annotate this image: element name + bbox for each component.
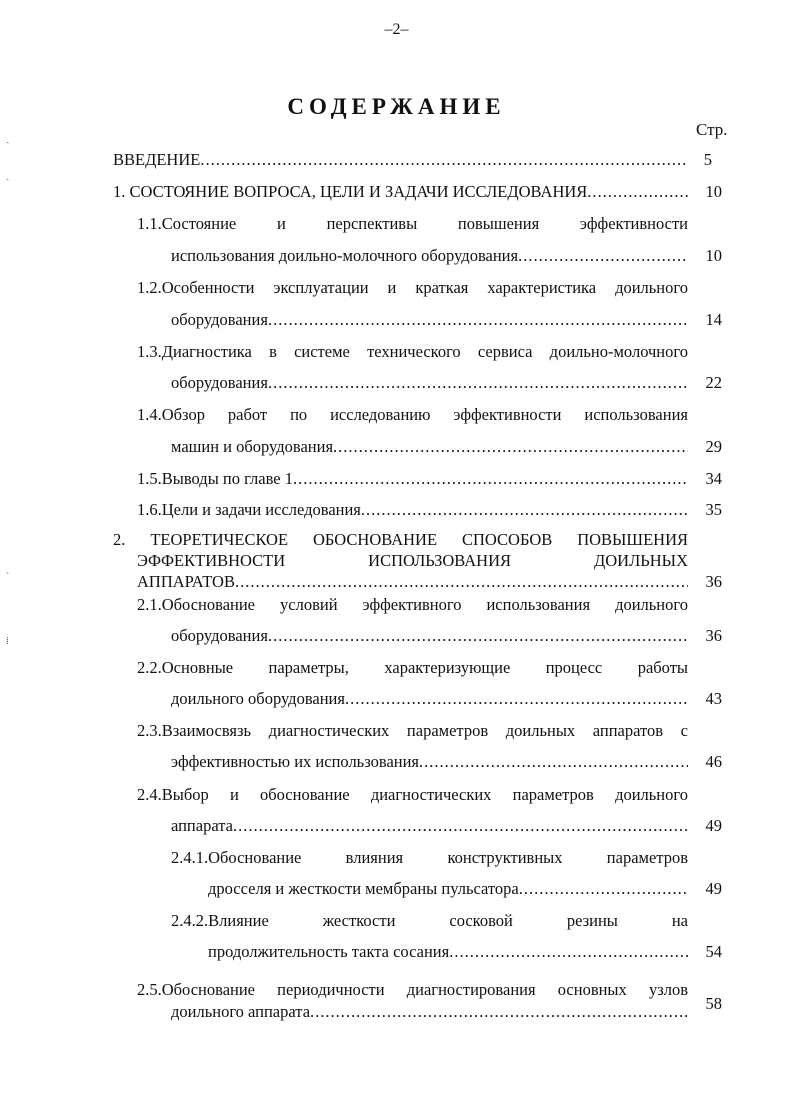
toc-entry-text: оборудования	[171, 373, 268, 392]
toc-entry-text: аппарата	[171, 816, 233, 835]
toc-entry-text: 2.4.2.Влияние жесткости сосковой резины на	[171, 911, 688, 930]
toc-entry-text: 2.5.Обоснование периодичности диагностирования основных узлов	[137, 980, 688, 999]
toc-entry-page: 34	[705, 469, 722, 488]
toc-entry-text: 2.4.1.Обоснование влияния конструктивных параметров	[171, 848, 688, 867]
toc-entry-page: 29	[705, 437, 722, 456]
toc-entry-page: 54	[705, 942, 722, 961]
toc-entry-text: ЭФФЕКТИВНОСТИ ИСПОЛЬЗОВАНИЯ ДОИЛЬНЫХ	[137, 551, 688, 570]
toc-entry-page: 49	[705, 816, 722, 835]
toc-entry-text: 2.2.Основные параметры, характеризующие процесс работы	[137, 658, 688, 677]
toc-entry-page: 36	[705, 626, 722, 645]
page-column-header: Стр.	[696, 120, 728, 139]
toc-entry-text: 1.3.Диагностика в системе технического сервиса доильно-молочного	[137, 342, 688, 361]
toc-entry-text: эффективностью их использования	[171, 752, 420, 771]
toc-entry-text: доильного аппарата	[171, 1002, 311, 1021]
margin-mark: ˎ	[6, 133, 10, 144]
page-title: СОДЕРЖАНИЕ	[287, 94, 506, 119]
toc-entry-text: 2. ТЕОРЕТИЧЕСКОЕ ОБОСНОВАНИЕ СПОСОБОВ ПОВЫШЕНИЯ	[113, 530, 688, 549]
toc-entry-text: продолжительность такта сосания	[208, 942, 450, 961]
toc-entry-text: 1.2.Особенности эксплуатации и краткая характеристика доильного	[137, 278, 688, 297]
toc-entry-page: 5	[703, 150, 712, 169]
toc-entry-page: 10	[705, 246, 722, 265]
toc-entry-text: 2.1.Обоснование условий эффективного использования доильного	[137, 595, 688, 614]
toc-entry-page: 49	[705, 879, 722, 898]
toc-entry-text: оборудования	[171, 310, 268, 329]
toc-entry-page: 46	[705, 752, 722, 771]
toc-entry-text: 1.4.Обзор работ по исследованию эффективности использования	[137, 405, 688, 424]
toc-entry-text: машин и оборудования	[171, 437, 334, 456]
toc-entry-text: 1.6.Цели и задачи исследования	[137, 500, 361, 519]
toc-entry-text: 1. СОСТОЯНИЕ ВОПРОСА, ЦЕЛИ И ЗАДАЧИ ИССЛЕДОВАНИЯ	[113, 182, 588, 201]
toc-entry-text: оборудования	[171, 626, 268, 645]
toc-entry-text: дросселя и жесткости мембраны пульсатора	[208, 879, 519, 898]
page-number: –2–	[384, 21, 409, 38]
toc-entry-text: использования доильно-молочного оборудования	[171, 246, 519, 265]
toc-entry-text: АППАРАТОВ	[137, 572, 235, 591]
margin-mark: ˋ	[6, 572, 10, 583]
toc-entry-page: 36	[705, 572, 722, 591]
margin-mark: ˏ	[6, 170, 10, 181]
toc-entry-page: 10	[705, 182, 722, 201]
toc-entry-text: 2.3.Взаимосвязь диагностических параметров доильных аппаратов с	[137, 721, 688, 740]
toc-entry-text: ВВЕДЕНИЕ	[113, 150, 201, 169]
toc-entry-page: 22	[705, 373, 722, 392]
toc-entry-text: доильного оборудования	[171, 689, 345, 708]
toc-entry-page: 58	[705, 994, 722, 1013]
toc-entry-text: 1.5.Выводы по главе 1	[137, 469, 293, 488]
margin-mark: ⁞	[6, 636, 9, 647]
toc-entry-page: 14	[705, 310, 722, 329]
toc-entry-page: 35	[705, 500, 722, 519]
toc-entry-text: 1.1.Состояние и перспективы повышения эффективности	[137, 214, 688, 233]
toc-entry-page: 43	[705, 689, 722, 708]
toc-entry-text: 2.4.Выбор и обоснование диагностических параметров доильного	[137, 785, 688, 804]
